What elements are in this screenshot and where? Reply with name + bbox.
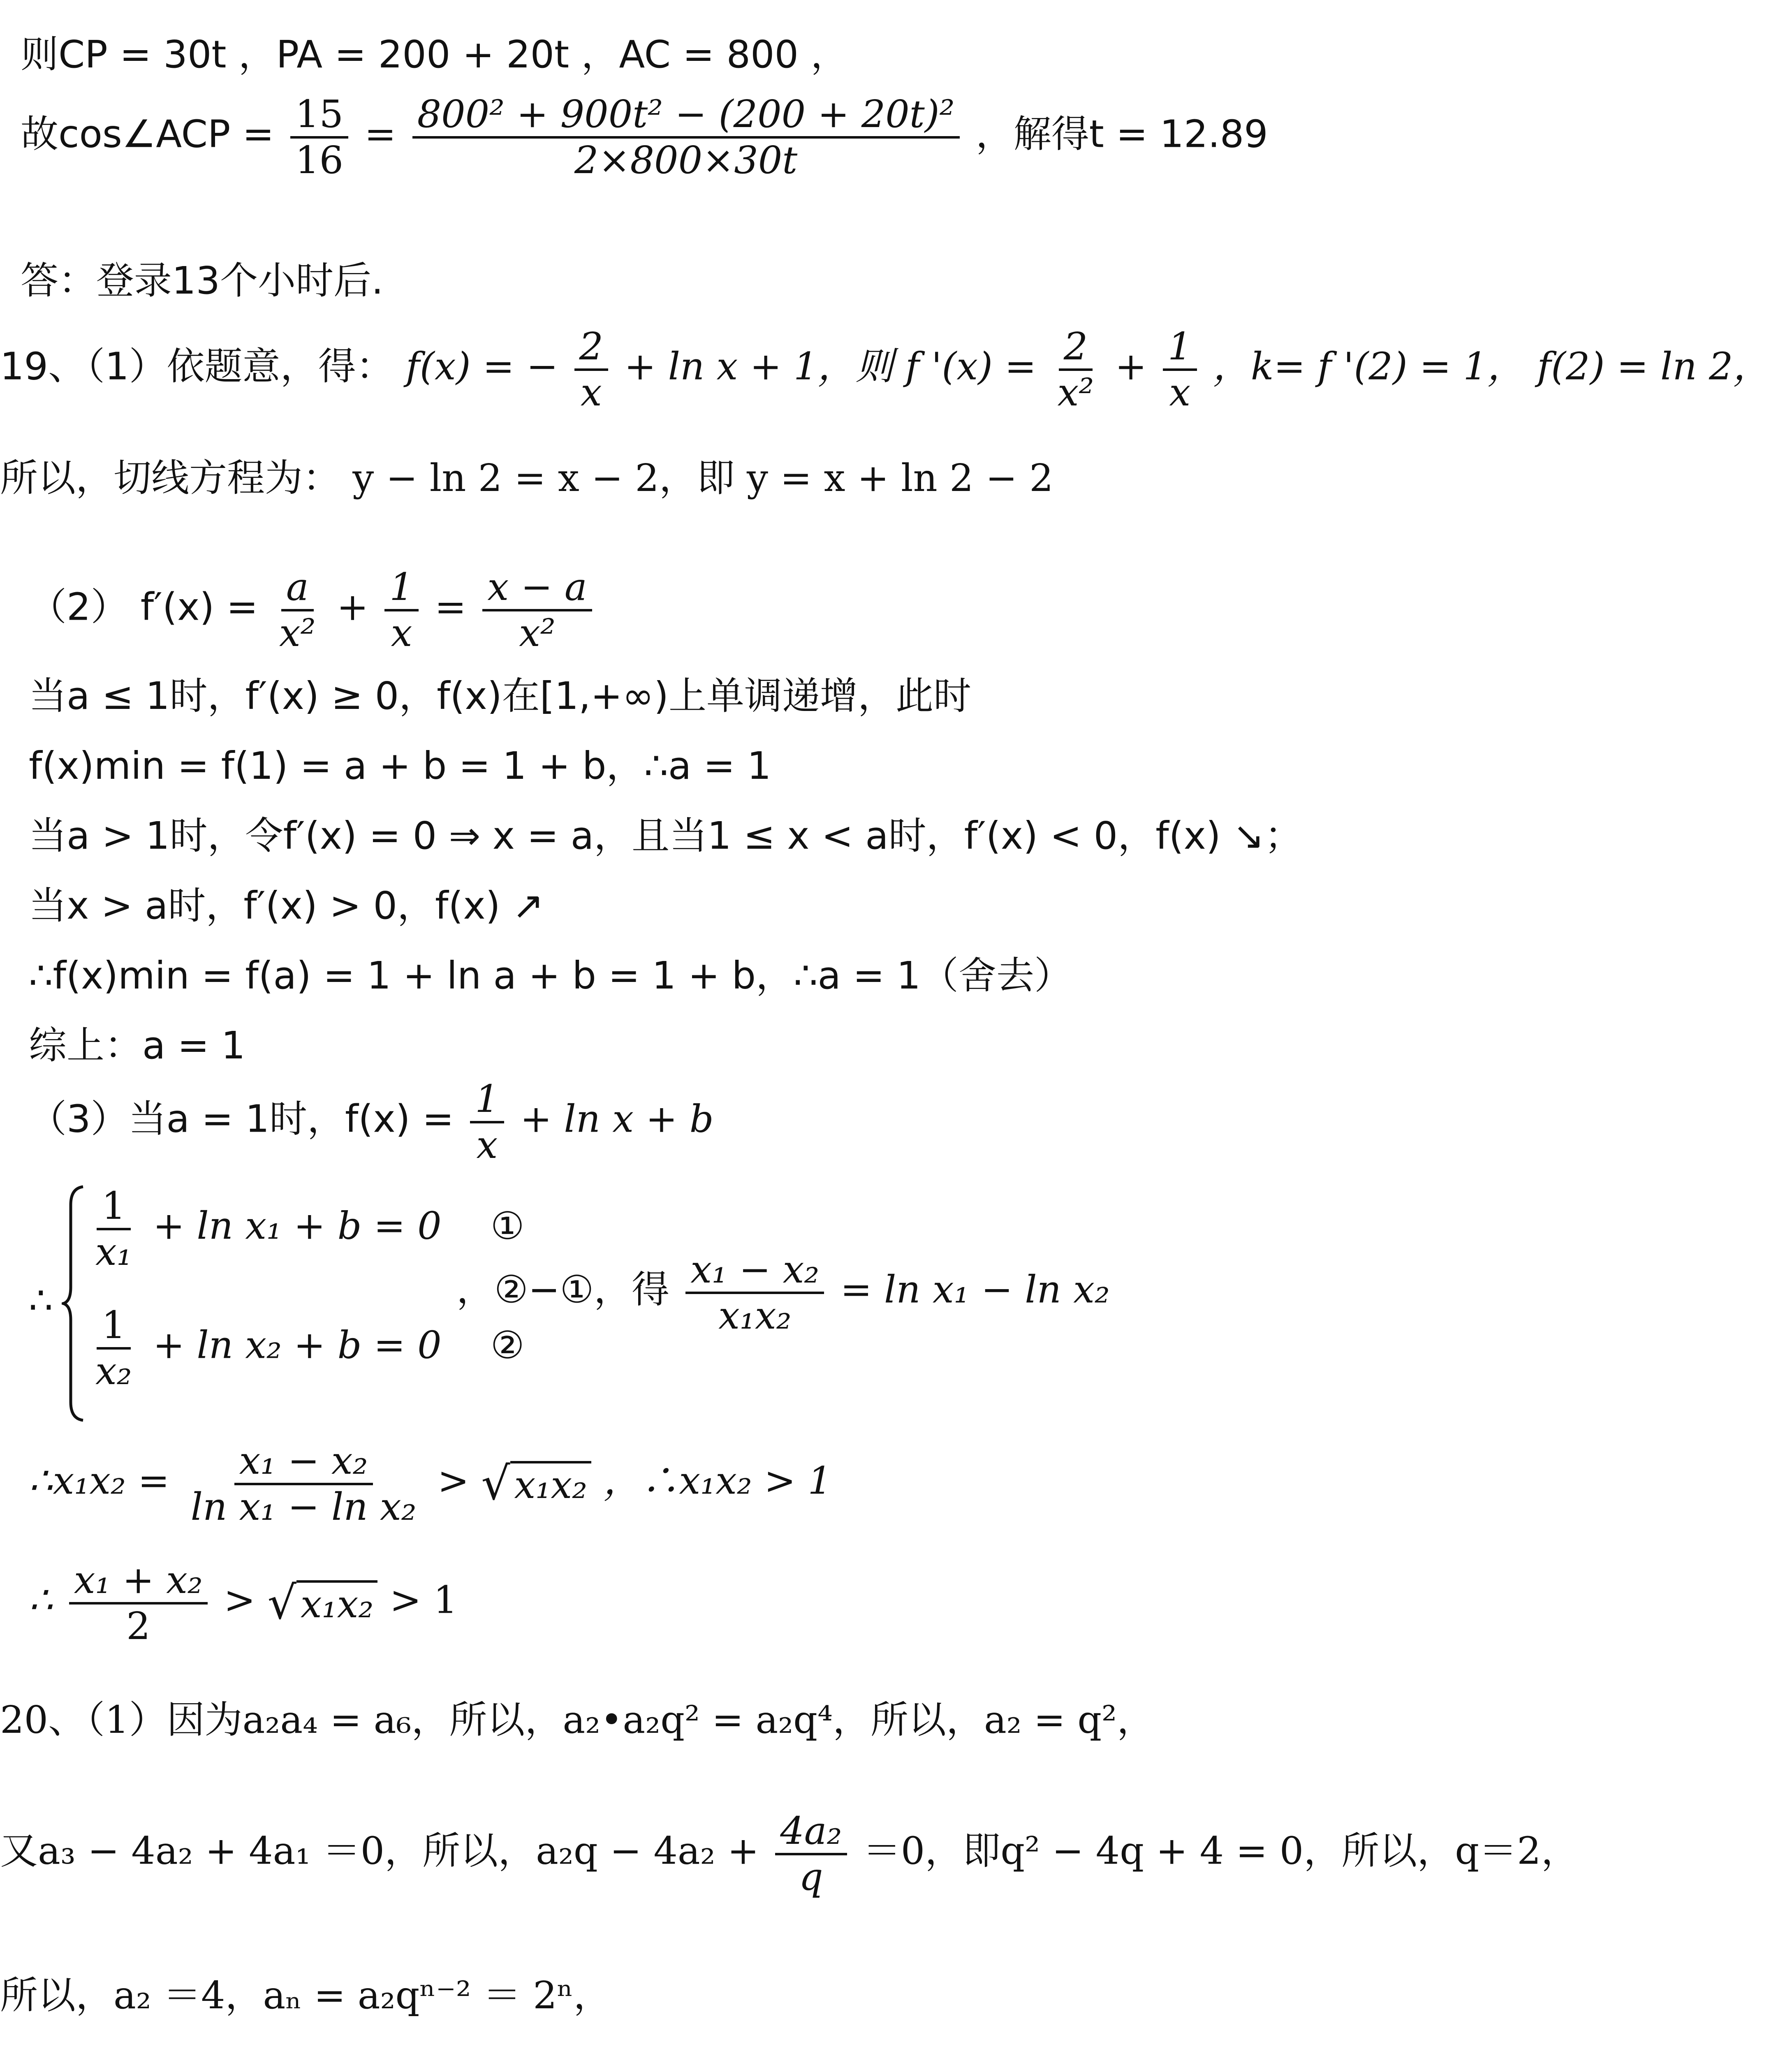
line-q20-ratio <box>0 1809 1579 1899</box>
fraction-denominator: 2×800×30t <box>574 138 798 182</box>
fraction-numerator: 1 <box>97 1304 131 1350</box>
fraction-numerator: 1 <box>1163 325 1197 371</box>
fraction-numerator: 2 <box>1059 325 1093 371</box>
fraction-numerator: 4a₂ <box>775 1809 847 1855</box>
fraction-1-over-x <box>384 565 419 655</box>
fraction-denominator: x² <box>279 611 316 655</box>
sqrt-radicand: x₁x₂ <box>510 1461 592 1507</box>
fraction-log-mean <box>186 1439 421 1529</box>
fraction-numerator: x₁ + x₂ <box>69 1558 208 1605</box>
system-subtract-text: ，②−①，得 <box>456 1267 670 1312</box>
line-x1x2-inequality <box>29 1439 832 1529</box>
line-fmin-case2: ∴f(x)min = f(a) = 1 + ln a + b = 1 + b，∴a = 1（舍去） <box>29 954 1072 998</box>
fraction-denominator: x₁ <box>95 1229 132 1274</box>
fraction-a-over-x2 <box>274 565 321 655</box>
fraction-numerator: a <box>281 565 314 611</box>
fraction-1-over-x <box>1163 325 1197 414</box>
fraction-cosine-law <box>412 93 960 182</box>
line-part3-fx <box>29 1077 714 1167</box>
x1x2-tail: ，∴x₁x₂ > 1 <box>603 1459 832 1503</box>
fraction-denominator: x <box>580 370 602 414</box>
fraction-denominator: x² <box>519 611 556 655</box>
fraction-numerator: 1 <box>384 565 419 611</box>
line-part2-derivative <box>29 565 596 655</box>
equals-sign: = <box>435 585 467 629</box>
q19-slope-value: ，k= f '(2) = 1， f(2) = ln 2， <box>1213 344 1771 389</box>
q19-intro: 19、（1）依题意，得： <box>0 344 394 389</box>
equation-2-tail: + ln x₂ + b = 0 <box>153 1323 442 1367</box>
fraction-2-over-x2 <box>1053 325 1099 414</box>
cos-prefix: 故cos∠ACP = <box>21 112 274 156</box>
fraction-numerator: 1 <box>97 1184 131 1230</box>
radical-icon: √ <box>481 1458 510 1511</box>
circled-2-marker: ② <box>490 1323 525 1367</box>
fraction-1-over-x <box>470 1077 504 1167</box>
fraction-denominator: x <box>1169 370 1191 414</box>
system-result-tail: = ln x₁ − ln x₂ <box>840 1267 1110 1312</box>
circled-1-marker: ① <box>490 1204 525 1248</box>
equation-1-tail: + ln x₁ + b = 0 <box>153 1204 442 1248</box>
line-cos-acp <box>21 93 1268 182</box>
am-gm-tail: > 1 <box>389 1578 458 1622</box>
fraction-denominator: 2 <box>126 1604 150 1648</box>
fraction-1-over-x1 <box>90 1184 137 1274</box>
fraction-x1-minus-x2-over-x1x2 <box>685 1248 824 1338</box>
fraction-numerator: 2 <box>574 325 609 371</box>
fraction-x-minus-a <box>482 565 592 655</box>
greater-than-sign: > <box>437 1459 469 1503</box>
line-answer: 答：登录13个小时后. <box>21 259 384 303</box>
x1x2-head: ∴x₁x₂ = <box>29 1459 170 1503</box>
fraction-2-over-x <box>574 325 609 414</box>
line-q19-derivative <box>0 325 1771 414</box>
line-case-a-gt-1: 当a > 1时，令f′(x) = 0 ⇒ x = a，且当1 ≤ x < a时，f′(x) < 0，f(x) ↘； <box>29 814 1303 858</box>
line-q20-general-term: 所以，a₂ ＝4，aₙ = a₂qⁿ⁻² ＝ 2ⁿ， <box>0 1973 611 2017</box>
fraction-x1-plus-x2-over-2 <box>69 1558 208 1648</box>
sqrt-x1x2 <box>481 1458 591 1511</box>
fraction-numerator: x − a <box>482 565 592 611</box>
fraction-denominator: x² <box>1057 370 1094 414</box>
fraction-denominator: x₁x₂ <box>718 1293 792 1338</box>
q20-ratio-tail: ＝0，即q² − 4q + 4 = 0，所以，q＝2， <box>863 1829 1579 1873</box>
fraction-denominator: x <box>476 1123 498 1167</box>
plus-sign: + <box>336 585 368 629</box>
fraction-numerator: 15 <box>290 93 348 139</box>
line-case-a-le-1: 当a ≤ 1时，f′(x) ≥ 0，f(x)在[1,+∞)上单调递增，此时 <box>29 674 972 718</box>
left-brace-icon <box>62 1184 86 1423</box>
cos-result: ，解得t = 12.89 <box>975 112 1268 156</box>
fraction-numerator: 1 <box>470 1077 504 1123</box>
q20-ratio-head: 又a₃ − 4a₂ + 4a₁ ＝0，所以，a₂q − 4a₂ + <box>0 1829 759 1873</box>
plus-sign: + <box>1115 344 1147 389</box>
line-am-gm-inequality <box>29 1558 458 1648</box>
fraction-4a2-over-q <box>775 1809 847 1899</box>
system-result <box>456 1248 1110 1338</box>
sqrt-x1x2 <box>267 1577 378 1630</box>
therefore-sign: ∴ <box>29 1278 53 1322</box>
equals-sign: = <box>364 112 396 156</box>
fraction-numerator: x₁ − x₂ <box>685 1248 824 1294</box>
greater-than-sign: > <box>224 1578 256 1622</box>
part2-head: （2） f′(x) = <box>29 585 258 629</box>
q19-fx: f(x) = − <box>405 344 558 389</box>
fraction-denominator: q <box>799 1855 823 1899</box>
fraction-denominator: 16 <box>295 138 343 182</box>
line-x-gt-a: 当x > a时，f′(x) > 0，f(x) ↗ <box>29 884 544 928</box>
part3-tail: + ln x + b <box>520 1097 714 1141</box>
fraction-15-16 <box>290 93 348 182</box>
line-q20-intro: 20、（1）因为a₂a₄ = a₆，所以，a₂•a₂q² = a₂q⁴，所以，a₂ = q²， <box>0 1698 1155 1742</box>
part3-head: （3）当a = 1时，f(x) = <box>29 1097 454 1141</box>
line-cp-pa-ac: 则CP = 30t ，PA = 200 + 20t ，AC = 800 ， <box>21 32 849 76</box>
fraction-1-over-x2 <box>90 1304 137 1393</box>
therefore-sign: ∴ <box>29 1578 53 1622</box>
fraction-denominator: x₂ <box>95 1349 132 1393</box>
line-conclusion: 综上：a = 1 <box>29 1023 245 1067</box>
fraction-numerator: x₁ − x₂ <box>234 1439 373 1485</box>
line-tangent-equation: 所以，切线方程为： y − ln 2 = x − 2，即 y = x + ln 2 − 2 <box>0 456 1053 500</box>
fraction-denominator: x <box>391 611 412 655</box>
radical-icon: √ <box>267 1577 296 1630</box>
sqrt-radicand: x₁x₂ <box>296 1580 378 1626</box>
fraction-denominator: ln x₁ − ln x₂ <box>190 1484 417 1529</box>
q19-fx-tail: + ln x + 1，则 f '(x) = <box>624 344 1037 389</box>
fraction-numerator: 800² + 900t² − (200 + 20t)² <box>412 93 960 139</box>
line-fmin-case1: f(x)min = f(1) = a + b = 1 + b，∴a = 1 <box>29 744 771 788</box>
